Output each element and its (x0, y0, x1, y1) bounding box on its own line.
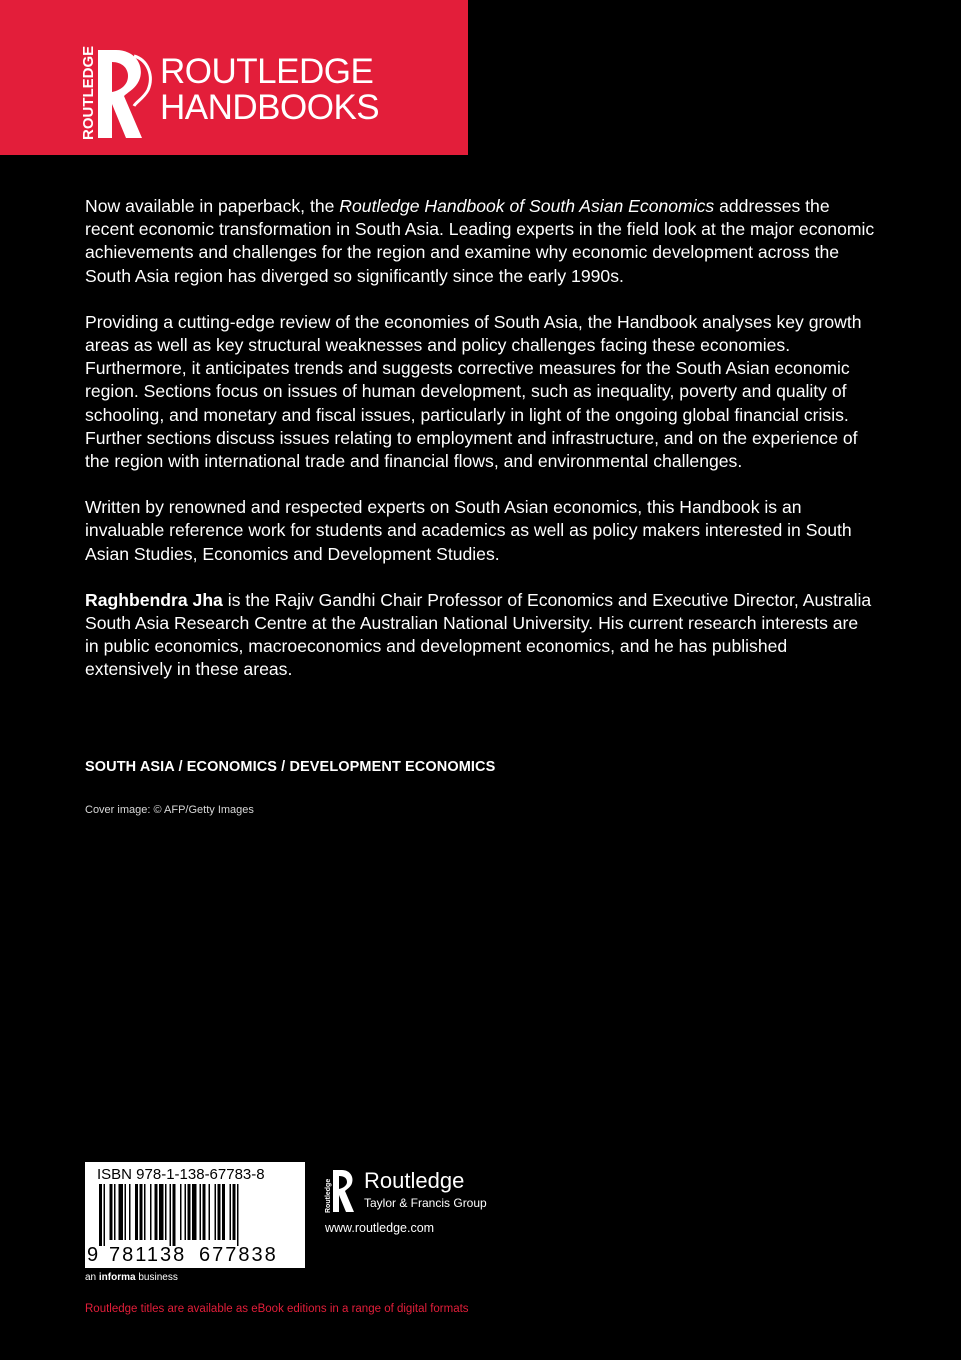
svg-text:ROUTLEDGE: ROUTLEDGE (80, 46, 97, 140)
back-cover-blurb (85, 195, 875, 710)
barcode-bar (218, 1184, 221, 1240)
barcode-bar (180, 1184, 182, 1240)
informa-business-note (85, 1272, 178, 1283)
barcode-bar (188, 1184, 191, 1240)
barcode-bars (99, 1184, 291, 1246)
barcode-bar (135, 1184, 138, 1240)
barcode-bar (155, 1184, 158, 1240)
author-name: Raghbendra Jha (85, 589, 223, 610)
author-bio (85, 589, 875, 682)
barcode-digit-first: 9 (87, 1244, 101, 1266)
barcode-bar (170, 1184, 172, 1246)
blurb-paragraph-1 (85, 195, 875, 288)
cover-image-credit: Cover image: © AFP/Getty Images (85, 804, 254, 816)
barcode-bar (150, 1184, 152, 1240)
barcode-bar (173, 1184, 176, 1246)
barcode-bar (104, 1184, 106, 1246)
book-title: Routledge Handbook of South Asian Economics (339, 196, 715, 216)
barcode-bar (99, 1184, 102, 1246)
barcode-bar (159, 1184, 164, 1240)
barcode-bar (233, 1184, 236, 1240)
barcode-bar (114, 1184, 116, 1240)
barcode-bar (230, 1184, 232, 1240)
barcode-bar (165, 1184, 167, 1240)
ebook-availability-note: Routledge titles are available as eBook editions in a range of digital formats (85, 1303, 469, 1315)
publisher-url[interactable]: www.routledge.com (325, 1221, 435, 1235)
barcode-bar (125, 1184, 127, 1240)
author-bio-text: is the Rajiv Gandhi Chair Professor of Economics and Executive Director, Australia South Asia Research Centre at the Australian National University. His current research interests are in public economics, macroeconomics and development economics, and he has published extensively in these areas. (85, 589, 872, 680)
barcode-bar (119, 1184, 124, 1240)
barcode-bar (237, 1184, 239, 1246)
informa-suffix: business (135, 1272, 178, 1283)
barcode-bar (203, 1184, 206, 1240)
barcode-bar (129, 1184, 131, 1240)
blurb-paragraph-3: Written by renowned and respected experts on South Asian economics, this Handbook is an invaluable reference work for students and academics as well as policy makers interested in South Asian Studies, Economics and Development Studies. (85, 497, 852, 564)
svg-text:Routledge: Routledge (325, 1178, 332, 1213)
barcode-bar (215, 1184, 217, 1240)
blurb-p1-lead: Now available in paperback, the (85, 196, 340, 216)
series-title (160, 54, 379, 126)
subject-categories: SOUTH ASIA / ECONOMICS / DEVELOPMENT ECONOMICS (85, 759, 496, 775)
barcode-digits-right: 677838 (199, 1244, 278, 1266)
barcode-bar (144, 1184, 146, 1240)
barcode-bar (110, 1184, 113, 1240)
barcode-bar (140, 1184, 143, 1240)
publisher-name: Routledge (364, 1168, 465, 1193)
informa-prefix: an (85, 1272, 99, 1283)
series-banner (0, 0, 468, 155)
blurb-paragraph-2: Providing a cutting-edge review of the economies of South Asia, the Handbook analyses key growth areas as well as key structural weaknesses and policy challenges facing these economies. Furthermore, it anticipates trends and suggests corrective measures for the South Asian economic region. Sections focus on issues of human development, such as inequality, poverty and quality of schooling, and monetary and fiscal issues, particularly in light of the ongoing global financial crisis. Further sections discuss issues relating to employment and infrastructure, and on the experience of the region with international trade and financial flows, and environmental challenges. (85, 311, 862, 472)
series-title-line2: HANDBOOKS (160, 88, 380, 127)
series-title-line1: ROUTLEDGE (160, 52, 374, 91)
blurb-p1-rest: addresses the recent economic transformation in South Asia. Leading experts in the field look at the major economic achievements and challenges for the region and examine why economic development across the South Asia region has diverged so significantly since the early 1990s. (85, 196, 875, 286)
barcode-bar (222, 1184, 225, 1240)
barcode-bar (192, 1184, 197, 1240)
barcode-bar (200, 1184, 202, 1240)
informa-brand: informa (98, 1272, 136, 1283)
barcode-bar (209, 1184, 211, 1240)
isbn-label: ISBN 978-1-138-67783-8 (97, 1166, 265, 1183)
publisher-group: Taylor & Francis Group (364, 1196, 487, 1210)
routledge-profile-logo-icon (76, 46, 156, 142)
barcode-digits (85, 1244, 305, 1266)
isbn-barcode (85, 1162, 305, 1268)
routledge-logo-icon (322, 1166, 356, 1214)
barcode-digits-left: 781138 (109, 1244, 187, 1266)
barcode-bar (185, 1184, 187, 1240)
